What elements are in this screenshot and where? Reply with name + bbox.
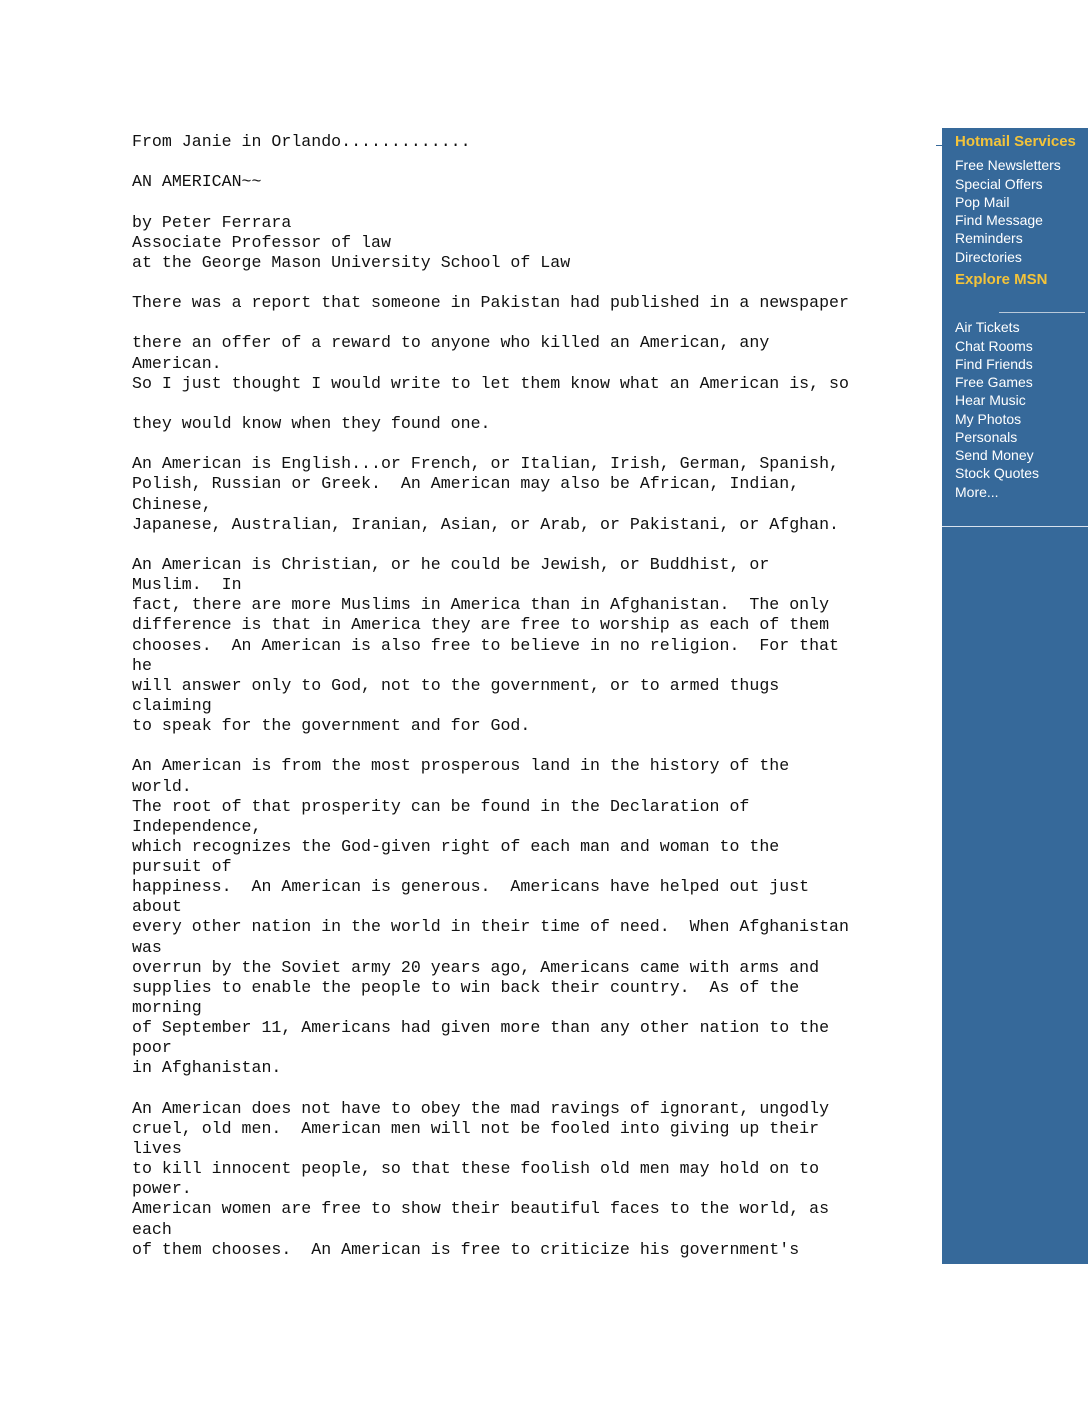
email-text-line: lives <box>132 1139 182 1159</box>
sidebar-link-directories[interactable]: Directories <box>955 249 1022 265</box>
email-text-line: AN AMERICAN~~ <box>132 172 262 192</box>
email-text-line: he <box>132 655 152 675</box>
email-text-line: overrun by the Soviet army 20 years ago, Americans came with arms and <box>132 957 820 977</box>
email-text-line: Muslim. In <box>132 575 242 595</box>
sidebar-link-more[interactable]: More... <box>955 484 999 500</box>
email-text-line: to speak for the government and for God. <box>132 716 531 736</box>
email-text-line: morning <box>132 998 202 1018</box>
email-text-line: An American does not have to obey the mad ravings of ignorant, ungodly <box>132 1098 830 1118</box>
email-text-line: Polish, Russian or Greek. An American may also be African, Indian, <box>132 474 800 494</box>
sidebar-link-find-friends[interactable]: Find Friends <box>955 356 1033 372</box>
email-text-line: pursuit of <box>132 857 232 877</box>
sidebar-link-special-offers[interactable]: Special Offers <box>955 176 1043 192</box>
sidebar-divider <box>999 312 1085 313</box>
email-text-line: claiming <box>132 695 212 715</box>
email-text-line: each <box>132 1219 172 1239</box>
sidebar-link-send-money[interactable]: Send Money <box>955 447 1034 463</box>
hotmail-services-heading: Hotmail Services <box>955 133 1076 150</box>
email-text-line: There was a report that someone in Pakistan had published in a newspaper <box>132 293 849 313</box>
sidebar-link-free-newsletters[interactable]: Free Newsletters <box>955 157 1061 173</box>
sidebar-link-pop-mail[interactable]: Pop Mail <box>955 194 1010 210</box>
email-text-line: every other nation in the world in their time of need. When Afghanistan <box>132 917 849 937</box>
email-text-line: chooses. An American is also free to believe in no religion. For that <box>132 635 840 655</box>
email-text-line: An American is from the most prosperous land in the history of the <box>132 756 790 776</box>
email-text-line <box>132 394 932 414</box>
email-text-line: The root of that prosperity can be found in the Declaration of <box>132 796 750 816</box>
email-text-line <box>132 313 932 333</box>
email-text-line: poor <box>132 1038 172 1058</box>
email-text-line: Associate Professor of law <box>132 232 391 252</box>
services-panel <box>942 128 1088 527</box>
email-text-line: Japanese, Australian, Iranian, Asian, or Arab, or Pakistani, or Afghan. <box>132 514 840 534</box>
email-text-line <box>132 736 932 756</box>
email-text-line: difference is that in America they are free to worship as each of them <box>132 615 830 635</box>
sidebar-link-my-photos[interactable]: My Photos <box>955 411 1022 427</box>
email-text-line: Independence, <box>132 816 262 836</box>
email-text-line: at the George Mason University School of Law <box>132 252 571 272</box>
email-text-line: about <box>132 897 182 917</box>
email-text-line: From Janie in Orlando............. <box>132 132 471 151</box>
email-text-line: was <box>132 937 162 957</box>
email-text-line: An American is English...or French, or Italian, Irish, German, Spanish, <box>132 454 840 474</box>
email-message-body <box>132 132 932 1260</box>
email-text-line: of them chooses. An American is free to criticize his government's <box>132 1239 800 1259</box>
email-text-line: they would know when they found one. <box>132 413 491 433</box>
email-text-line: American. <box>132 353 222 373</box>
email-text-line: by Peter Ferrara <box>132 212 292 232</box>
email-text-line: American women are free to show their beautiful faces to the world, as <box>132 1199 830 1219</box>
email-text-line <box>132 152 932 172</box>
sidebar-link-air-tickets[interactable]: Air Tickets <box>955 319 1020 335</box>
email-text-line: happiness. An American is generous. Americans have helped out just <box>132 877 810 897</box>
email-text-line: So I just thought I would write to let them know what an American is, so <box>132 373 849 393</box>
email-text-line: of September 11, Americans had given more than any other nation to the <box>132 1018 830 1038</box>
email-text-line: which recognizes the God-given right of each man and woman to the <box>132 836 780 856</box>
sidebar-link-reminders[interactable]: Reminders <box>955 230 1023 246</box>
email-text-line <box>132 192 932 212</box>
explore-msn-heading: Explore MSN <box>955 271 1048 288</box>
email-text-line: in Afghanistan. <box>132 1058 282 1078</box>
email-text-line: world. <box>132 776 192 796</box>
email-text-line: supplies to enable the people to win back their country. As of the <box>132 977 800 997</box>
sidebar-link-hear-music[interactable]: Hear Music <box>955 392 1026 408</box>
email-text-line: cruel, old men. American men will not be fooled into giving up their <box>132 1118 820 1138</box>
email-text-line <box>132 1079 932 1099</box>
email-text-line: will answer only to God, not to the government, or to armed thugs <box>132 675 780 695</box>
sidebar-link-personals[interactable]: Personals <box>955 429 1018 445</box>
email-text-line: fact, there are more Muslims in America than in Afghanistan. The only <box>132 595 830 615</box>
sidebar-link-chat-rooms[interactable]: Chat Rooms <box>955 338 1033 354</box>
email-text-line <box>132 535 932 555</box>
email-text-line: An American is Christian, or he could be Jewish, or Buddhist, or <box>132 554 770 574</box>
email-text-line: there an offer of a reward to anyone who killed an American, any <box>132 333 770 353</box>
email-text-line: to kill innocent people, so that these foolish old men may hold on to <box>132 1159 820 1179</box>
services-sidebar <box>942 128 1088 1264</box>
email-text-line: Chinese, <box>132 494 212 514</box>
email-text-line: power. <box>132 1179 192 1199</box>
sidebar-link-find-message[interactable]: Find Message <box>955 212 1043 228</box>
email-text-line <box>132 434 932 454</box>
sidebar-link-free-games[interactable]: Free Games <box>955 374 1033 390</box>
sidebar-link-stock-quotes[interactable]: Stock Quotes <box>955 465 1040 481</box>
email-text-line <box>132 273 932 293</box>
